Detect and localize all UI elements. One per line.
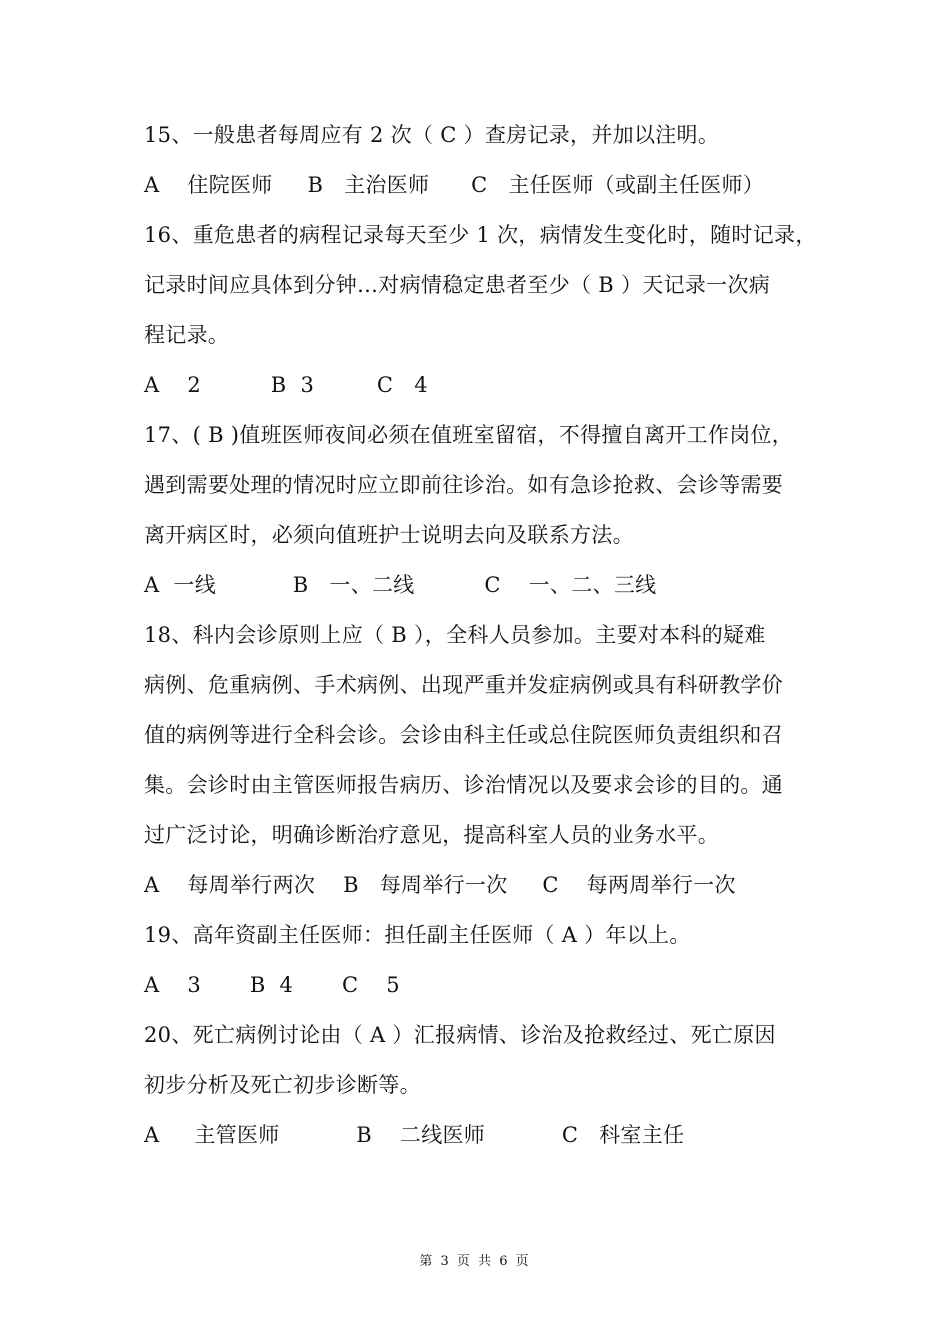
question-16-cont: 记录时间应具体到分钟…对病情稳定患者至少（ B ）天记录一次病 <box>144 273 771 297</box>
question-20-options: A 主管医师 B 二线医师 C 科室主任 <box>144 1123 685 1147</box>
exam-questions <box>144 110 817 1160</box>
question-18-cont: 集。会诊时由主管医师报告病历、诊治情况以及要求会诊的目的。通 <box>144 773 783 797</box>
question-19-options: A 3 B 4 C 5 <box>144 973 400 997</box>
question-17: 17、( B )值班医师夜间必须在值班室留宿，不得擅自离开工作岗位， <box>144 423 794 447</box>
question-16: 16、重危患者的病程记录每天至少 1 次，病情发生变化时，随时记录， <box>144 223 817 247</box>
question-17-cont: 离开病区时，必须向值班护士说明去向及联系方法。 <box>144 523 634 547</box>
question-18-cont: 病例、危重病例、手术病例、出现严重并发症病例或具有科研教学价 <box>144 673 783 697</box>
question-18-cont: 值的病例等进行全科会诊。会诊由科主任或总住院医师负责组织和召 <box>144 723 783 747</box>
question-19: 19、高年资副主任医师：担任副主任医师（ A ）年以上。 <box>144 923 691 947</box>
question-15: 15、一般患者每周应有 2 次（ C ）查房记录，并加以注明。 <box>144 123 720 147</box>
page-number: 第 3 页 共 6 页 <box>419 1254 531 1269</box>
question-18-options: A 每周举行两次 B 每周举行一次 C 每两周举行一次 <box>144 873 736 897</box>
question-15-options: A 住院医师 B 主治医师 C 主任医师（或副主任医师） <box>144 173 765 197</box>
question-20: 20、死亡病例讨论由（ A ）汇报病情、诊治及抢救经过、死亡原因 <box>144 1023 776 1047</box>
question-16-cont: 程记录。 <box>144 323 230 347</box>
question-18: 18、科内会诊原则上应（ B ），全科人员参加。主要对本科的疑难 <box>144 623 766 647</box>
question-17-cont: 遇到需要处理的情况时应立即前往诊治。如有急诊抢救、会诊等需要 <box>144 473 783 497</box>
question-20-cont: 初步分析及死亡初步诊断等。 <box>144 1073 421 1097</box>
question-18-cont: 过广泛讨论，明确诊断治疗意见，提高科室人员的业务水平。 <box>144 823 720 847</box>
question-17-options: A 一线 B 一、二线 C 一、二、三线 <box>144 573 657 597</box>
question-16-options: A 2 B 3 C 4 <box>144 373 428 397</box>
